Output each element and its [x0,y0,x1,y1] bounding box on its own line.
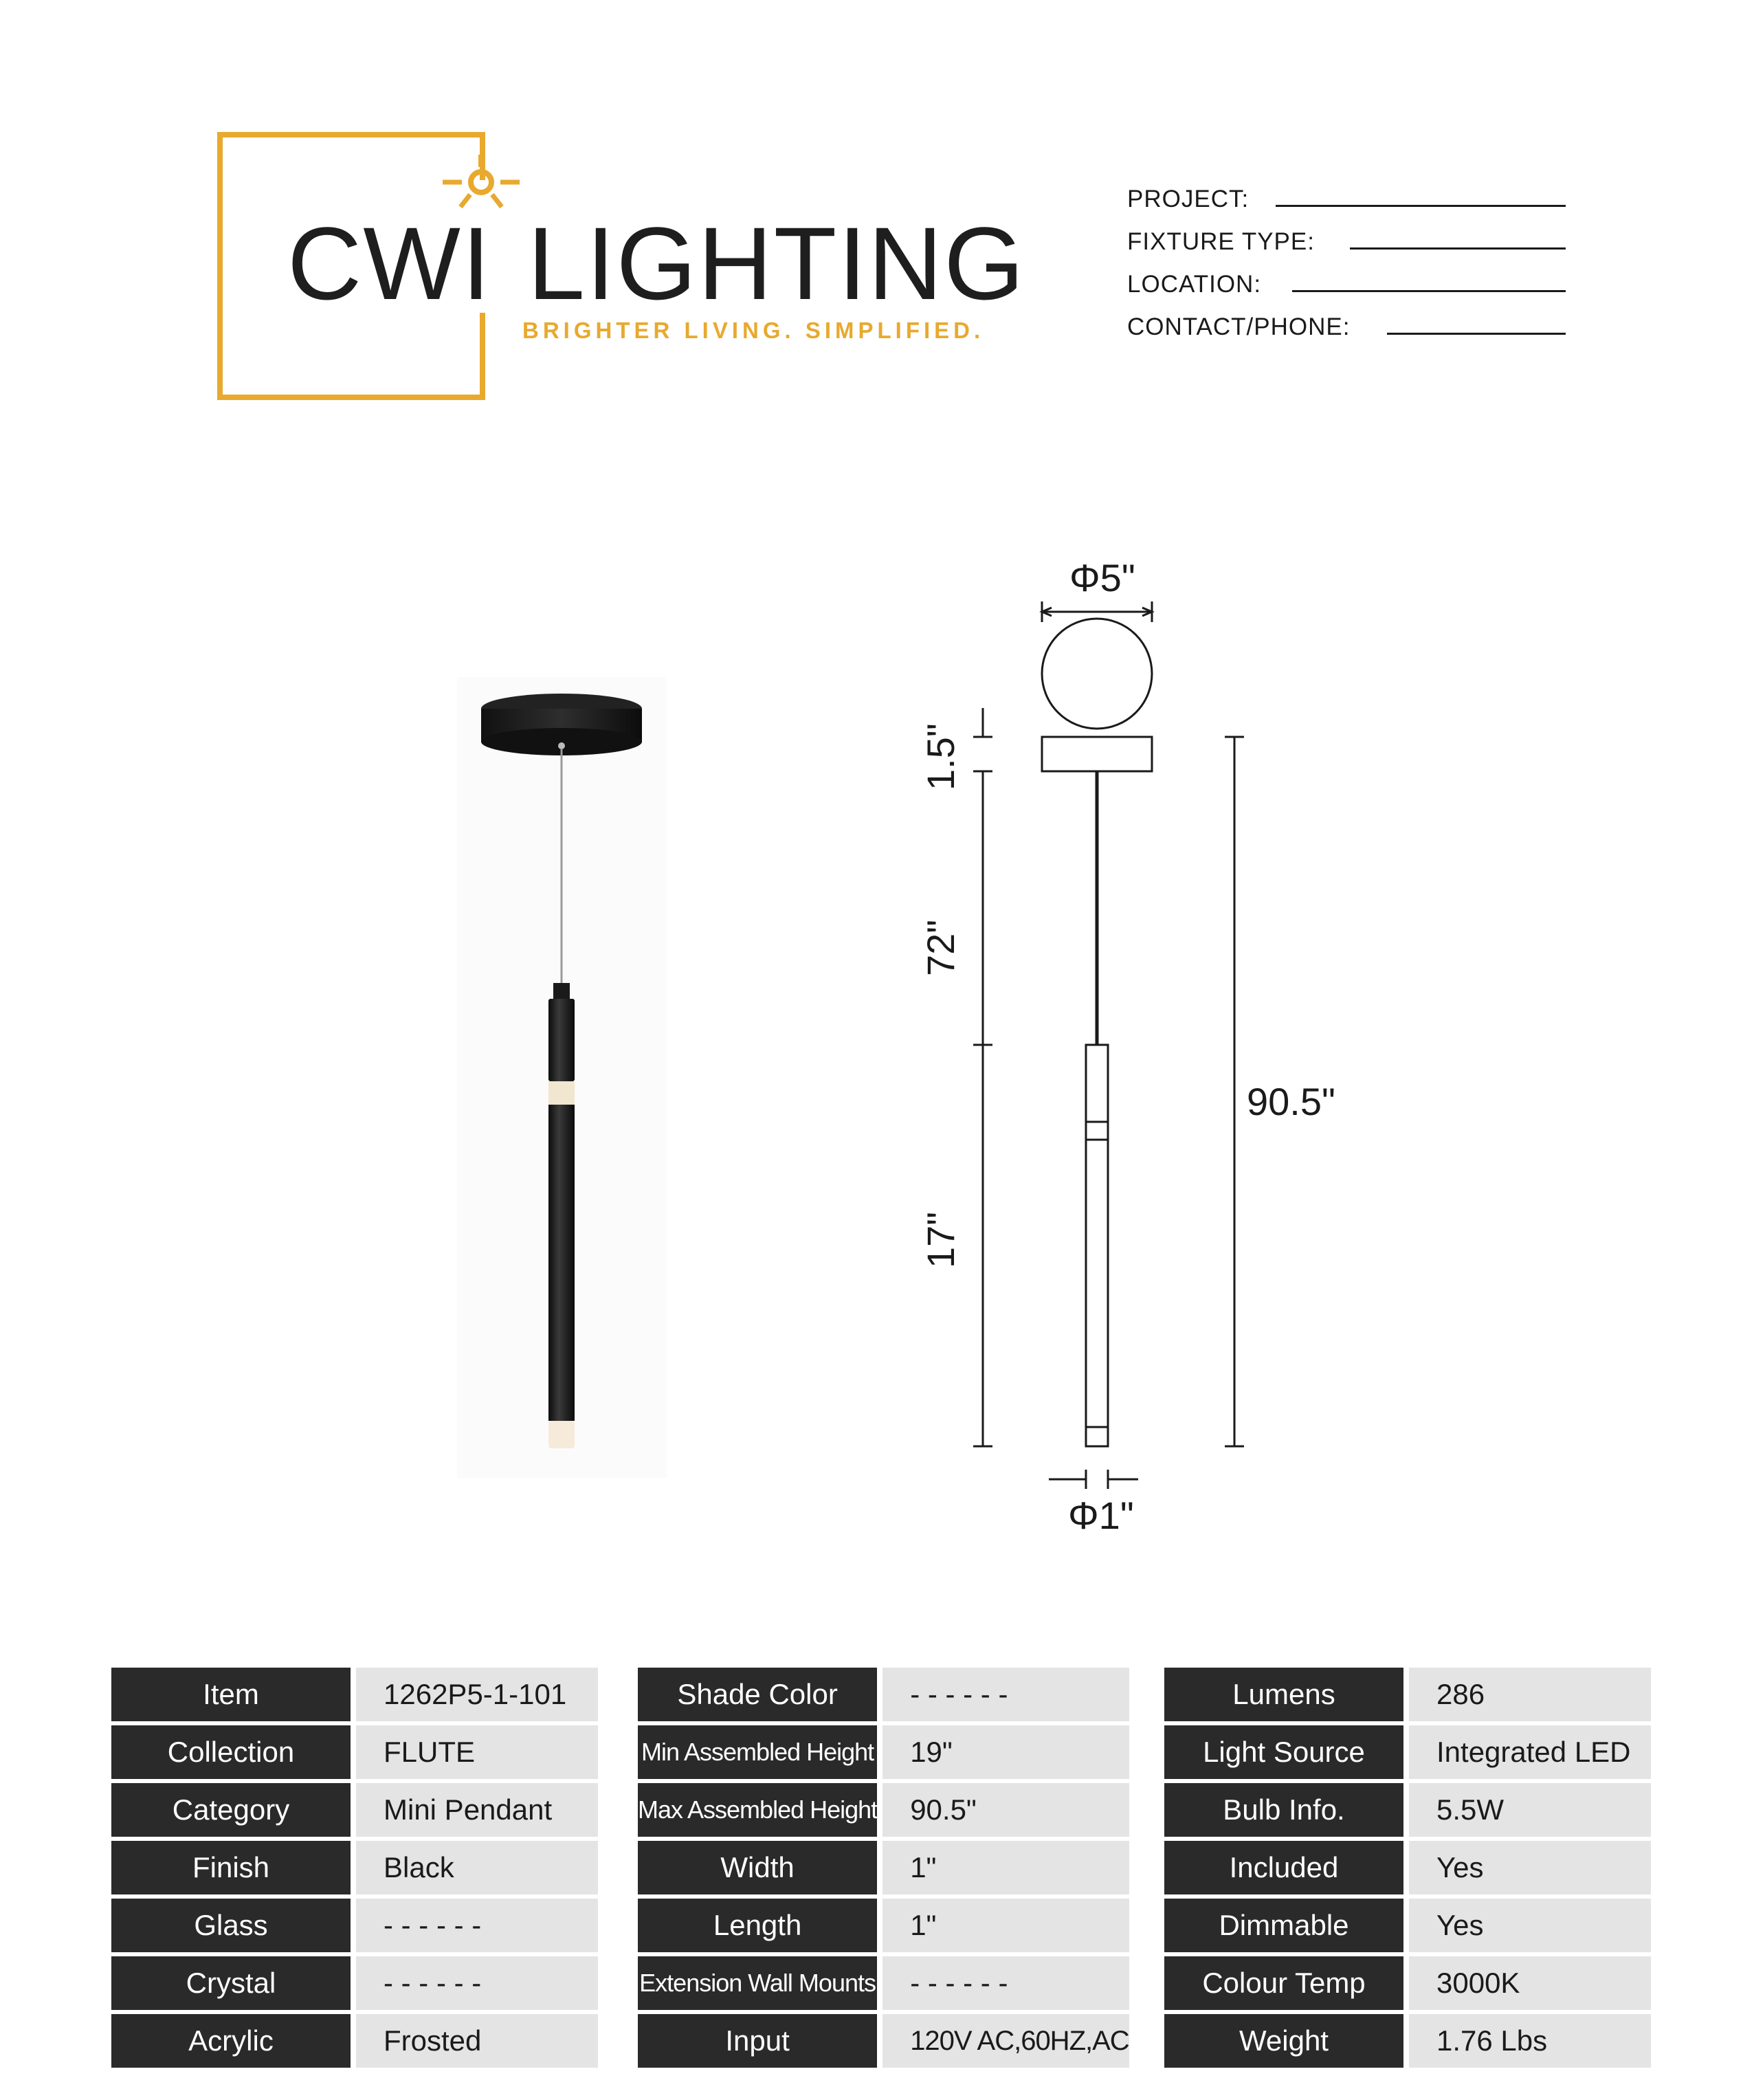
pendant-illustration [457,677,667,1478]
table-row [638,2014,1129,2068]
spec-table-general [111,1664,598,2072]
dimension-drawing [893,550,1375,1554]
table-row [111,1668,598,1721]
spec-value: 120V AC,60HZ,AC [882,2014,1129,2068]
table-row [1164,1783,1651,1837]
spec-value: Black [356,1841,598,1894]
location-field[interactable] [1292,290,1566,292]
overall-height-label: 90.5" [1247,1080,1335,1123]
spec-value: Frosted [356,2014,598,2068]
spec-label: Glass [111,1899,356,1952]
table-row [1164,1956,1651,2010]
table-row [638,1668,1129,1721]
spec-label: Width [638,1841,882,1894]
spec-value: - - - - - - [356,1956,598,2010]
table-row [1164,1899,1651,1952]
table-row [111,1783,598,1837]
spec-value: - - - - - - [356,1899,598,1952]
product-photo [457,677,667,1478]
logo-frame-top [217,132,485,137]
spec-label: Colour Temp [1164,1956,1409,2010]
brand-name-cwi: CWI [287,206,492,321]
spec-value: FLUTE [356,1725,598,1779]
spec-label: Max Assembled Height [638,1783,882,1837]
spec-label: Bulb Info. [1164,1783,1409,1837]
spec-value: Yes [1409,1899,1651,1952]
spec-value: 1.76 Lbs [1409,2014,1651,2068]
spec-value: 5.5W [1409,1783,1651,1837]
contact-label: CONTACT/PHONE: [1127,313,1351,340]
table-row [638,1841,1129,1894]
logo-frame-bottom [217,395,485,400]
spec-label: Item [111,1668,356,1721]
table-row [111,2014,598,2068]
dimension-diagram [893,550,1375,1554]
spec-value: Mini Pendant [356,1783,598,1837]
cable-length-label: 72" [919,919,962,976]
spec-label: Light Source [1164,1725,1409,1779]
spec-value: 3000K [1409,1956,1651,2010]
table-row [111,1899,598,1952]
spec-label: Dimmable [1164,1899,1409,1952]
canopy-height-label: 1.5" [919,723,962,791]
spec-label: Included [1164,1841,1409,1894]
logo-frame-right-bottom [480,313,485,400]
table-row [1164,1841,1651,1894]
spec-value: 1" [882,1899,1129,1952]
spec-value: 19" [882,1725,1129,1779]
table-row [638,1899,1129,1952]
table-row [638,1956,1129,2010]
table-row [111,1725,598,1779]
table-row [1164,2014,1651,2068]
spec-table-electrical [1164,1664,1651,2072]
spec-label: Input [638,2014,882,2068]
spec-value: 1" [882,1841,1129,1894]
table-row [1164,1668,1651,1721]
spec-value: Yes [1409,1841,1651,1894]
project-label: PROJECT: [1127,186,1250,212]
table-row [111,1841,598,1894]
canopy-diameter-label: Φ5" [1069,556,1135,599]
table-row [638,1783,1129,1837]
spec-label: Finish [111,1841,356,1894]
table-row [1164,1725,1651,1779]
contact-field[interactable] [1387,333,1566,335]
brand-tagline: BRIGHTER LIVING. SIMPLIFIED. [522,318,985,343]
fixture-type-label: FIXTURE TYPE: [1127,228,1315,255]
table-row [638,1725,1129,1779]
spec-value: - - - - - - [882,1956,1129,2010]
spec-label: Category [111,1783,356,1837]
logo-frame-left [217,132,223,400]
table-row [111,1956,598,2010]
spec-label: Shade Color [638,1668,882,1721]
spec-label: Extension Wall Mounts [638,1956,882,2010]
spec-label: Crystal [111,1956,356,2010]
spec-label: Acrylic [111,2014,356,2068]
location-label: LOCATION: [1127,271,1262,298]
fixture-type-field[interactable] [1350,247,1566,250]
spec-label: Collection [111,1725,356,1779]
spec-label: Lumens [1164,1668,1409,1721]
tube-length-label: 17" [919,1211,962,1268]
tube-diameter-label: Φ1" [1068,1494,1134,1537]
brand-name-lighting: LIGHTING [527,206,1025,321]
spec-table-dimensions [638,1664,1129,2072]
project-field[interactable] [1276,205,1566,207]
spec-value: 286 [1409,1668,1651,1721]
spec-value: 1262P5-1-101 [356,1668,598,1721]
spec-value: Integrated LED [1409,1725,1651,1779]
spec-label: Min Assembled Height [638,1725,882,1779]
brand-name [287,206,1025,321]
spec-label: Length [638,1899,882,1952]
spec-label: Weight [1164,2014,1409,2068]
spec-value: - - - - - - [882,1668,1129,1721]
spec-value: 90.5" [882,1783,1129,1837]
